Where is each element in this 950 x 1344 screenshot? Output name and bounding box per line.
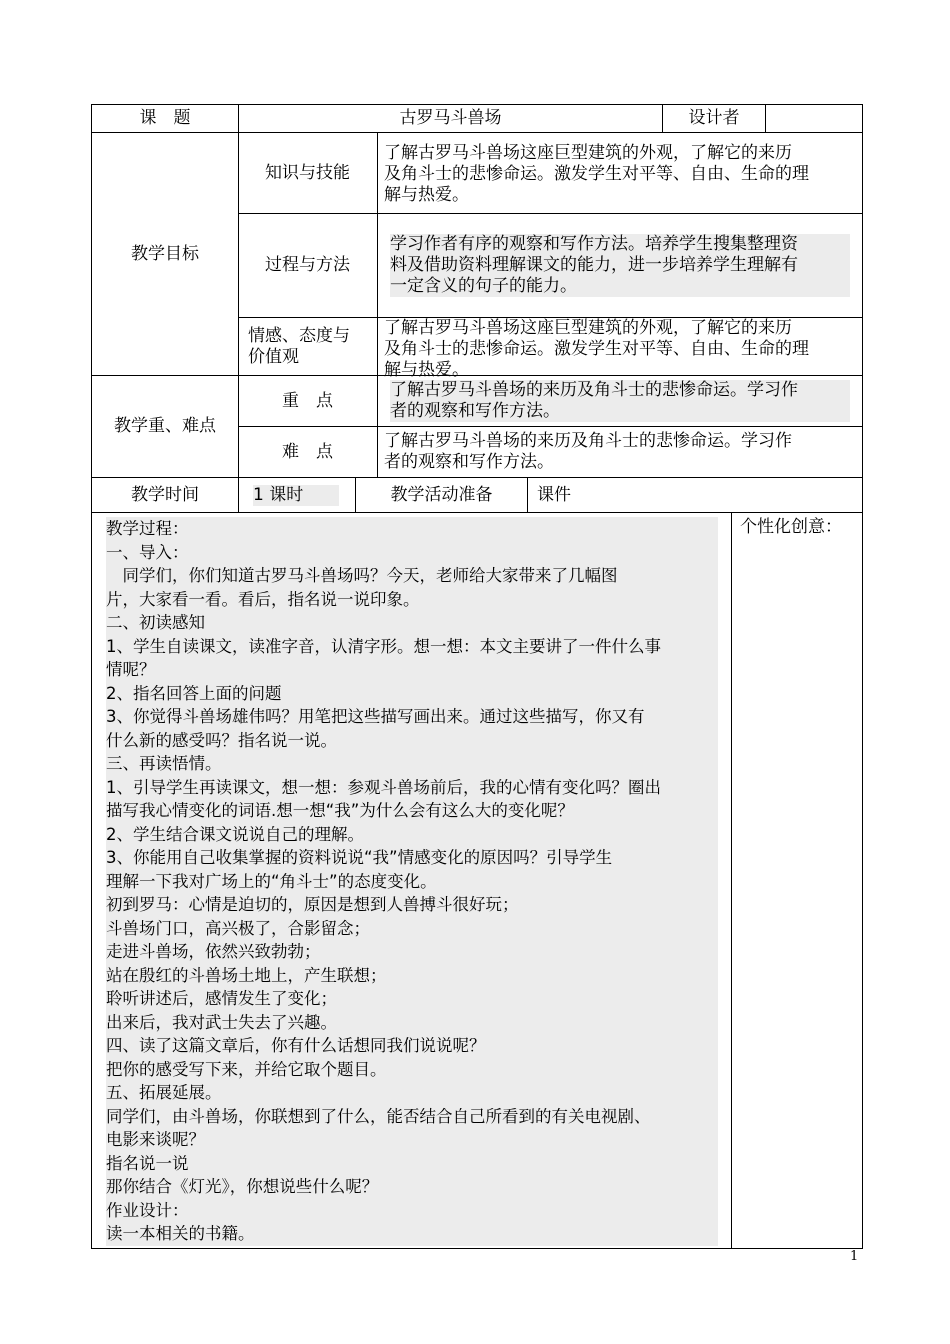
key-points-label: 教学重、难点 bbox=[92, 376, 239, 477]
label-line: 情感、态度与 bbox=[248, 326, 350, 346]
process-line: 走进斗兽场，依然兴致勃勃； bbox=[106, 942, 321, 961]
process-row bbox=[91, 513, 863, 1249]
process-line: 把你的感受写下来，并给它取个题目。 bbox=[106, 1059, 387, 1079]
process-line: 出来后，我对武士失去了兴趣。 bbox=[106, 1012, 337, 1032]
process-line: 情呢？ bbox=[106, 660, 156, 679]
process-line: 读一本相关的书籍。 bbox=[106, 1224, 255, 1243]
process-line: 2、指名回答上面的问题 bbox=[106, 683, 282, 703]
process-line: 初到罗马：心情是迫切的，原因是想到人兽搏斗很好玩； bbox=[106, 895, 519, 914]
process-line: 1、引导学生再读课文，想一想：参观斗兽场前后，我的心情有变化吗？圈出 bbox=[106, 777, 661, 797]
process-text bbox=[106, 517, 718, 1246]
objective-attitude-label bbox=[238, 318, 378, 375]
process-line: 二、初读感知 bbox=[106, 613, 205, 632]
topic-label: 课 题 bbox=[92, 105, 239, 132]
process-line: 指名说一说 bbox=[106, 1153, 189, 1173]
difficult-point bbox=[238, 427, 862, 477]
process-cell bbox=[92, 513, 732, 1248]
time-label: 教学时间 bbox=[92, 478, 239, 512]
difficult-point-label: 难 点 bbox=[238, 427, 378, 477]
text-line: 了解古罗马斗兽场的来历及角斗士的悲惨命运。学习作 bbox=[390, 380, 798, 400]
key-points-row bbox=[91, 376, 863, 478]
key-point-label: 重 点 bbox=[238, 376, 378, 426]
prep-label: 教学活动准备 bbox=[356, 478, 528, 512]
process-line: 教学过程： bbox=[106, 519, 189, 538]
topic-row bbox=[91, 104, 863, 133]
text-line: 者的观察和写作方法。 bbox=[390, 401, 560, 421]
process-line: 同学们，由斗兽场，你联想到了什么，能否结合自己所看到的有关电视剧、 bbox=[106, 1106, 651, 1126]
text-line: 解与热爱。 bbox=[384, 185, 469, 205]
objectives-label: 教学目标 bbox=[92, 133, 239, 375]
text-line: 解与热爱。 bbox=[384, 360, 469, 380]
lesson-plan-table bbox=[91, 104, 863, 1249]
text-line: 及角斗士的悲惨命运。激发学生对平等、自由、生命的理 bbox=[384, 164, 809, 184]
objective-knowledge bbox=[238, 133, 862, 213]
process-line: 那你结合《灯光》，你想说些什么呢？ bbox=[106, 1177, 379, 1196]
text-line: 了解古罗马斗兽场这座巨型建筑的外观，了解它的来历 bbox=[384, 143, 792, 163]
designer-label: 设计者 bbox=[663, 105, 766, 132]
prep-value: 课件 bbox=[537, 484, 571, 505]
process-line: 3、你觉得斗兽场雄伟吗？用笔把这些描写画出来。通过这些描写，你又有 bbox=[106, 707, 645, 726]
process-line: 什么新的感受吗？指名说一说。 bbox=[106, 730, 337, 750]
process-line: 斗兽场门口，高兴极了，合影留念； bbox=[106, 918, 370, 938]
text-line: 及角斗士的悲惨命运。激发学生对平等、自由、生命的理 bbox=[384, 339, 809, 359]
time-row bbox=[91, 478, 863, 513]
process-line: 四、读了这篇文章后，你有什么话想同我们说说呢？ bbox=[106, 1036, 486, 1055]
process-line: 站在殷红的斗兽场土地上，产生联想； bbox=[106, 965, 387, 985]
process-line: 作业设计： bbox=[106, 1200, 189, 1220]
text-line: 了解古罗马斗兽场的来历及角斗士的悲惨命运。学习作 bbox=[384, 431, 792, 451]
text-line: 料及借助资料理解课文的能力，进一步培养学生理解有 bbox=[390, 255, 798, 275]
process-line: 电影来谈呢？ bbox=[106, 1130, 205, 1149]
text-line: 学习作者有序的观察和写作方法。培养学生搜集整理资 bbox=[390, 234, 798, 254]
objective-knowledge-text bbox=[378, 133, 862, 213]
objective-attitude-text bbox=[378, 318, 862, 380]
objective-process bbox=[238, 214, 862, 317]
text-line: 者的观察和写作方法。 bbox=[384, 452, 554, 472]
objectives-row bbox=[91, 133, 863, 380]
process-line: 同学们，你们知道古罗马斗兽场吗？今天，老师给大家带来了几幅图 bbox=[106, 566, 618, 585]
creative-cell bbox=[732, 513, 862, 1248]
topic-value: 古罗马斗兽场 bbox=[239, 105, 663, 132]
text-line: 了解古罗马斗兽场这座巨型建筑的外观，了解它的来历 bbox=[384, 318, 792, 338]
process-line: 片，大家看一看。看后，指名说一说印象。 bbox=[106, 589, 420, 609]
process-line: 3、你能用自己收集掌握的资料说说“我”情感变化的原因吗？引导学生 bbox=[106, 848, 613, 867]
label-line: 价值观 bbox=[248, 347, 299, 367]
objective-process-text bbox=[378, 214, 862, 317]
process-line: 聆听讲述后，感情发生了变化； bbox=[106, 989, 337, 1008]
time-value: 1 课时 bbox=[253, 485, 339, 506]
creative-label: 个性化创意： bbox=[740, 517, 842, 537]
process-line: 1、学生自读课文，读准字音，认清字形。想一想：本文主要讲了一件什么事 bbox=[106, 636, 661, 656]
objective-knowledge-label: 知识与技能 bbox=[238, 133, 378, 213]
designer-value bbox=[766, 105, 862, 132]
process-line: 理解一下我对广场上的“角斗士”的态度变化。 bbox=[106, 871, 437, 891]
objective-attitude bbox=[238, 318, 862, 380]
process-line: 五、拓展延展。 bbox=[106, 1083, 222, 1102]
page-number: 1 bbox=[850, 1249, 859, 1264]
process-line: 一、导入： bbox=[106, 542, 189, 562]
process-line: 三、再读悟情。 bbox=[106, 754, 222, 773]
objective-process-label: 过程与方法 bbox=[238, 214, 378, 317]
process-line: 2、学生结合课文说说自己的理解。 bbox=[106, 824, 364, 844]
key-point-text bbox=[378, 376, 862, 426]
key-point bbox=[238, 376, 862, 426]
difficult-point-text bbox=[378, 427, 862, 477]
process-line: 描写我心情变化的词语.想一想“我”为什么会有这么大的变化呢？ bbox=[106, 801, 574, 820]
time-value-cell bbox=[239, 478, 356, 512]
text-line: 一定含义的句子的能力。 bbox=[390, 276, 577, 296]
